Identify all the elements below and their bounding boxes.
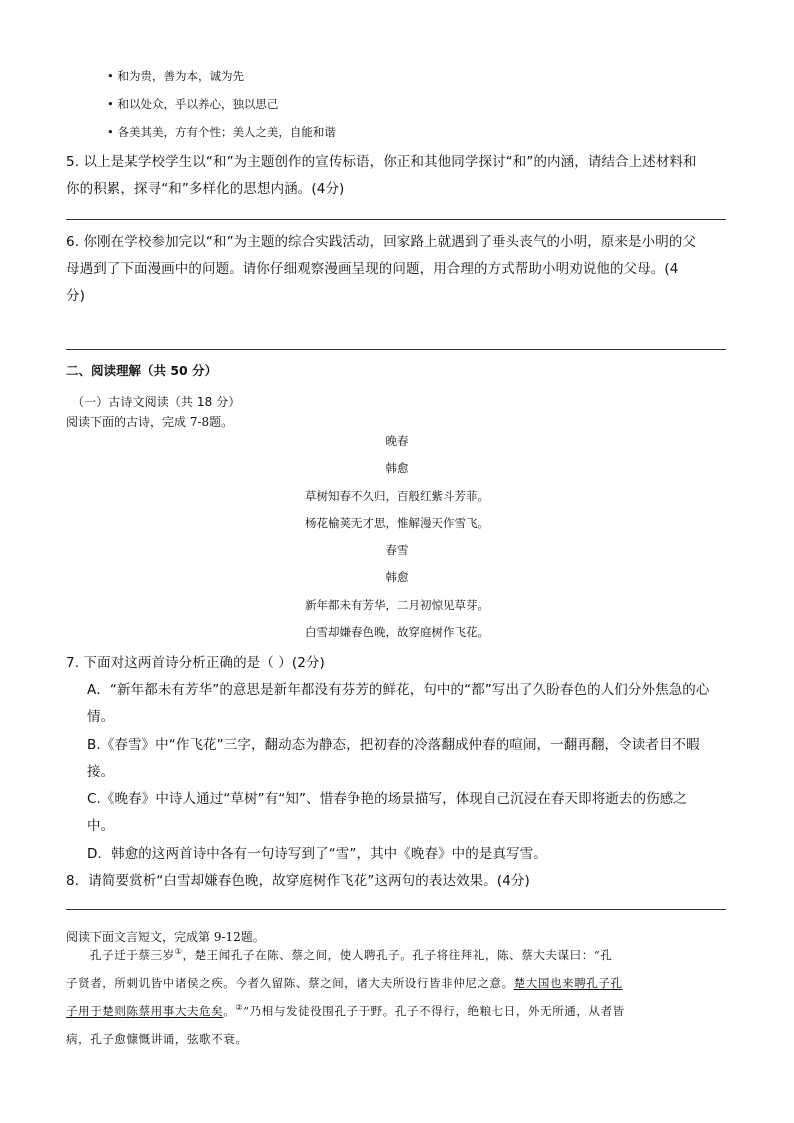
passage-instruction: 阅读下面文言短文，完成第 9-12题。 <box>66 930 265 944</box>
passage-text: 子贤者，所刺讥皆中诸侯之疾。今者久留陈、蔡之间，诸大夫所设行皆非仲尼之意。 <box>66 976 514 990</box>
q7-option-d[interactable]: D．韩愈的这两首诗中各有一句诗写到了“雪”，其中《晚春》中的是真写雪。 <box>87 846 547 862</box>
poem1-author: 韩愈 <box>385 461 409 475</box>
q5-line-1: 5. 以上是某学校学生以“和”为主题创作的宣传标语，你正和其他同学探讨“和”的内涵，请结合上述材料和 <box>66 154 697 170</box>
q6-answer-line[interactable] <box>66 349 726 350</box>
passage-line-4: 病，孔子愈慷慨讲诵，弦歌不衰。 <box>66 1032 248 1046</box>
passage-line-3 <box>66 1003 625 1019</box>
q7-option-c-line-2: 中。 <box>87 818 115 834</box>
underlined-sentence-part-2: 子用于楚则陈蔡用事大夫危矣 <box>66 1004 224 1018</box>
q5-answer-line[interactable] <box>66 219 726 220</box>
q8-stem: 8．请简要赏析“白雪却嫌春色晚，故穿庭树作飞花”这两句的表达效果。(4分) <box>66 873 530 889</box>
poem2-line-1: 新年都未有芳华，二月初惊见草芽。 <box>305 598 489 612</box>
q6-line-1: 6. 你刚在学校参加完以“和”为主题的综合实践活动，回家路上就遇到了垂头丧气的小明，原来是小明的父 <box>66 234 697 250</box>
passage-line-1 <box>90 947 612 963</box>
footnote-marker-1[interactable]: ① <box>174 947 183 957</box>
poem1-title: 晚春 <box>385 434 409 448</box>
poem1-line-2: 杨花榆荚无才思，惟解漫天作雪飞。 <box>305 516 489 530</box>
poem2-author: 韩愈 <box>385 570 409 584</box>
section-2-title: 二、阅读理解（共 50 分） <box>66 363 218 378</box>
q7-option-c-line-1[interactable]: C.《晚春》中诗人通过“草树”有“知”、惜春争艳的场景描写，体现自己沉浸在春天即将逝去的伤感之 <box>87 791 687 807</box>
q7-stem: 7. 下面对这两首诗分析正确的是（ ）(2分) <box>66 655 325 671</box>
q8-answer-line[interactable] <box>66 909 726 910</box>
section-2-subtitle: （一）古诗文阅读（共 18 分） <box>72 395 241 409</box>
slogan-1: • 和为贵，善为本，诚为先 <box>107 69 244 83</box>
poem2-line-2: 白雪却嫌春色晚，故穿庭树作飞花。 <box>305 625 489 639</box>
q7-option-a-line-1[interactable]: A．“新年都未有芳华”的意思是新年都没有芬芳的鲜花，句中的“都”写出了久盼春色的人们分外焦急的心 <box>87 682 710 698</box>
passage-text: ，楚王闻孔子在陈、蔡之间，使人聘孔子。孔子将往拜礼，陈、蔡大夫谋曰：“孔 <box>182 948 613 962</box>
poem-instruction: 阅读下面的古诗，完成 7-8题。 <box>66 415 234 429</box>
q6-line-3: 分) <box>66 288 85 304</box>
q7-option-b-line-1[interactable]: B.《春雪》中“作飞花”三字，翻动态为静态，把初春的冷落翻成仲春的喧闹，一翻再翻，令读者目不暇 <box>87 737 700 753</box>
footnote-marker-2[interactable]: ② <box>235 1003 244 1013</box>
q5-line-2: 你的积累，探寻“和”多样化的思想内涵。(4分) <box>66 181 345 197</box>
underlined-sentence-part-1: 楚大国也来聘孔子孔 <box>513 976 623 990</box>
slogan-2: • 和以处众，乎以养心，独以思己 <box>107 97 279 111</box>
poem1-line-1: 草树知春不久归，百般红紫斗芳菲。 <box>305 489 489 503</box>
passage-text: ”乃相与发徒役围孔子于野。孔子不得行，绝粮七日，外无所通，从者皆 <box>243 1004 625 1018</box>
poem2-title: 春雪 <box>385 543 409 557</box>
passage-text: 。 <box>223 1004 236 1018</box>
passage-line-2 <box>66 975 623 991</box>
slogan-3: • 各美其美，方有个性；美人之美，自能和谐 <box>107 125 336 139</box>
q6-line-2: 母遇到了下面漫画中的问题。请你仔细观察漫画呈现的问题，用合理的方式帮助小明劝说他的父母。(4 <box>66 261 679 277</box>
passage-text: 孔子迁于蔡三岁 <box>90 948 175 962</box>
q7-option-b-line-2: 接。 <box>87 764 115 780</box>
q7-option-a-line-2: 情。 <box>87 709 115 725</box>
